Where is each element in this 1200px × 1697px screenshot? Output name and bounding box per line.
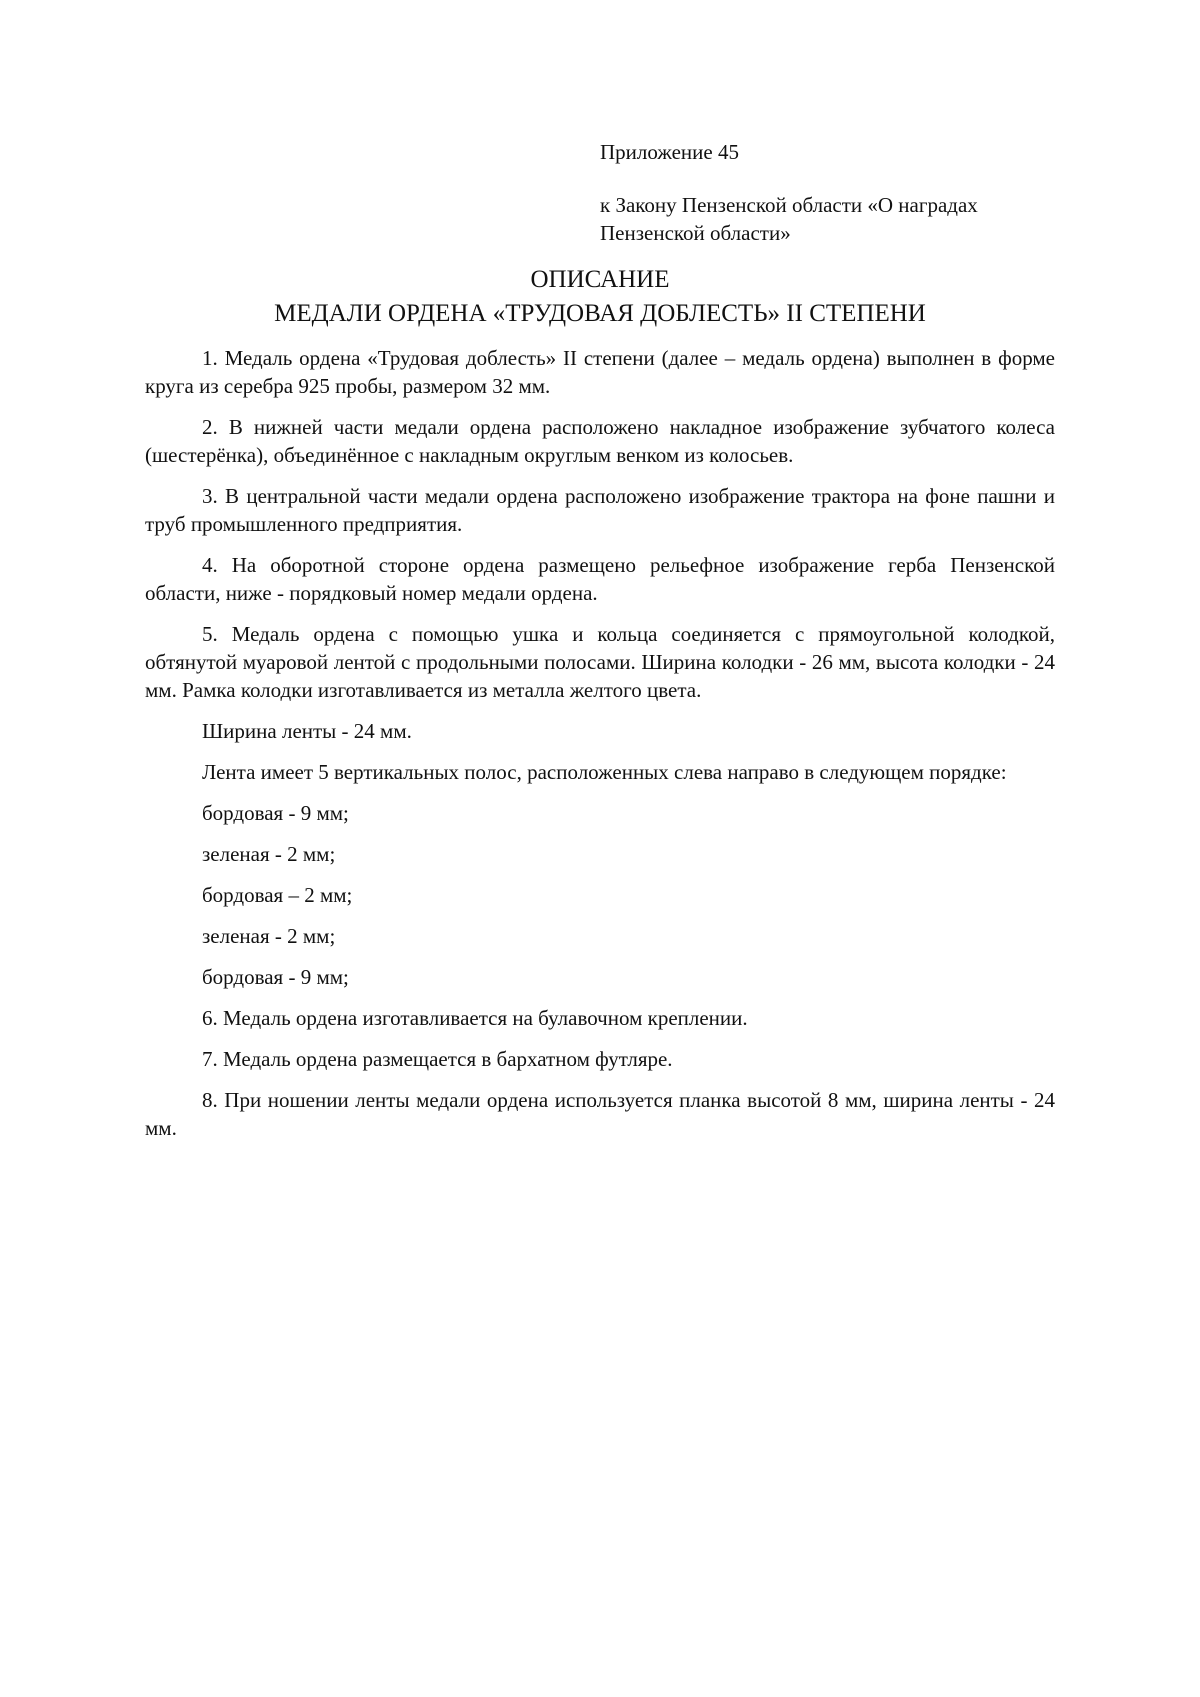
document-title: ОПИСАНИЕ [530, 266, 670, 293]
paragraph-5: 5. Медаль ордена с помощью ушка и кольца соединяется с прямоугольной колодкой, обтянутой муаровой лентой с продольными полосами. Ширина колодки - 26 мм, высота колодки - 24 мм. Рамка колодки изготавливается из металла желтого цвета. [145, 622, 1055, 702]
paragraph-4: 4. На оборотной стороне ордена размещено рельефное изображение герба Пензенской области, ниже - порядковый номер медали ордена. [145, 553, 1055, 605]
stripe-item: бордовая - 9 мм; [202, 965, 349, 989]
stripe-item: зеленая - 2 мм; [202, 842, 336, 866]
paragraph-6: 6. Медаль ордена изготавливается на булавочном креплении. [202, 1006, 748, 1030]
appendix-number: Приложение 45 [600, 140, 739, 164]
paragraph-2: 2. В нижней части медали ордена расположено накладное изображение зубчатого колеса (шестерёнка), объединённое с накладным округлым венком из колосьев. [145, 415, 1055, 467]
paragraph-1: 1. Медаль ордена «Трудовая доблесть» II степени (далее – медаль ордена) выполнен в форме круга из серебра 925 пробы, размером 32 мм. [145, 346, 1055, 398]
law-reference: к Закону Пензенской области «О наградах Пензенской области» [600, 193, 978, 245]
ribbon-width: Ширина ленты - 24 мм. [202, 719, 412, 743]
stripe-item: зеленая - 2 мм; [202, 924, 336, 948]
document-subtitle: МЕДАЛИ ОРДЕНА «ТРУДОВАЯ ДОБЛЕСТЬ» II СТЕПЕНИ [274, 300, 926, 327]
stripe-item: бордовая – 2 мм; [202, 883, 353, 907]
paragraph-8: 8. При ношении ленты медали ордена используется планка высотой 8 мм, ширина ленты - 24 мм. [145, 1088, 1055, 1140]
document-body [145, 344, 1055, 1142]
stripe-item: бордовая - 9 мм; [202, 801, 349, 825]
ribbon-stripes-intro: Лента имеет 5 вертикальных полос, расположенных слева направо в следующем порядке: [202, 760, 1007, 784]
paragraph-7: 7. Медаль ордена размещается в бархатном футляре. [202, 1047, 673, 1071]
paragraph-3: 3. В центральной части медали ордена расположено изображение трактора на фоне пашни и труб промышленного предприятия. [145, 484, 1055, 536]
